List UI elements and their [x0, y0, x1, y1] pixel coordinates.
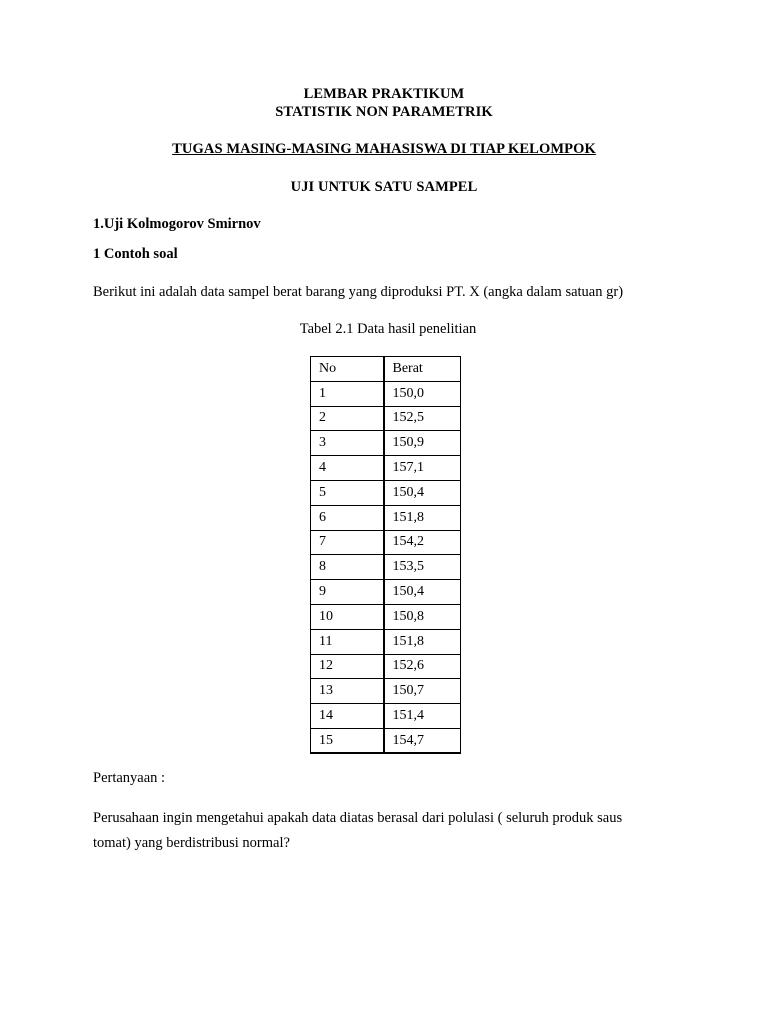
cell-berat: 151,8 [384, 505, 461, 530]
doc-subtitle: TUGAS MASING-MASING MAHASISWA DI TIAP KELOMPOK [172, 141, 596, 157]
cell-berat: 150,8 [384, 604, 461, 629]
cell-berat: 157,1 [384, 456, 461, 481]
table-row [311, 604, 461, 629]
cell-no: 1 [311, 381, 384, 406]
cell-berat: 152,6 [384, 654, 461, 679]
cell-no: 5 [311, 480, 384, 505]
table-header-row [311, 357, 461, 382]
cell-no: 6 [311, 505, 384, 530]
cell-no: 11 [311, 629, 384, 654]
cell-berat: 150,7 [384, 679, 461, 704]
cell-no: 9 [311, 580, 384, 605]
table-row [311, 704, 461, 729]
cell-no: 2 [311, 406, 384, 431]
doc-title-line1: LEMBAR PRAKTIKUM [303, 86, 465, 102]
question-line-1: Perusahaan ingin mengetahui apakah data diatas berasal dari polulasi ( seluruh produk saus [93, 810, 623, 826]
question-label: Pertanyaan : [93, 770, 166, 786]
table-row [311, 580, 461, 605]
cell-no: 13 [311, 679, 384, 704]
cell-berat: 150,4 [384, 580, 461, 605]
header-no: No [311, 357, 384, 382]
heading-kolmogorov-smirnov: 1.Uji Kolmogorov Smirnov [93, 216, 261, 232]
section-title: UJI UNTUK SATU SAMPEL [290, 179, 478, 195]
cell-no: 3 [311, 431, 384, 456]
table-row [311, 381, 461, 406]
cell-berat: 154,7 [384, 728, 461, 753]
question-line-2: tomat) yang berdistribusi normal? [93, 835, 290, 851]
table-row [311, 406, 461, 431]
cell-no: 4 [311, 456, 384, 481]
cell-berat: 151,8 [384, 629, 461, 654]
table-caption: Tabel 2.1 Data hasil penelitian [299, 321, 477, 337]
table-row [311, 530, 461, 555]
table-row [311, 654, 461, 679]
cell-berat: 154,2 [384, 530, 461, 555]
intro-paragraph: Berikut ini adalah data sampel berat barang yang diproduksi PT. X (angka dalam satuan gr) [93, 284, 624, 300]
cell-no: 14 [311, 704, 384, 729]
cell-berat: 151,4 [384, 704, 461, 729]
cell-berat: 150,0 [384, 381, 461, 406]
cell-berat: 152,5 [384, 406, 461, 431]
table-row [311, 679, 461, 704]
cell-berat: 153,5 [384, 555, 461, 580]
table-row [311, 728, 461, 753]
cell-no: 7 [311, 530, 384, 555]
table-row [311, 480, 461, 505]
heading-contoh-soal: 1 Contoh soal [93, 246, 178, 262]
table-row [311, 555, 461, 580]
table-row [311, 456, 461, 481]
cell-no: 10 [311, 604, 384, 629]
cell-no: 8 [311, 555, 384, 580]
data-table [310, 356, 461, 754]
table-row [311, 431, 461, 456]
cell-berat: 150,4 [384, 480, 461, 505]
cell-no: 12 [311, 654, 384, 679]
question-paragraph [93, 806, 622, 856]
header-berat: Berat [384, 357, 461, 382]
table-row [311, 505, 461, 530]
cell-berat: 150,9 [384, 431, 461, 456]
table-row [311, 629, 461, 654]
cell-no: 15 [311, 728, 384, 753]
doc-title-line2: STATISTIK NON PARAMETRIK [275, 104, 493, 120]
